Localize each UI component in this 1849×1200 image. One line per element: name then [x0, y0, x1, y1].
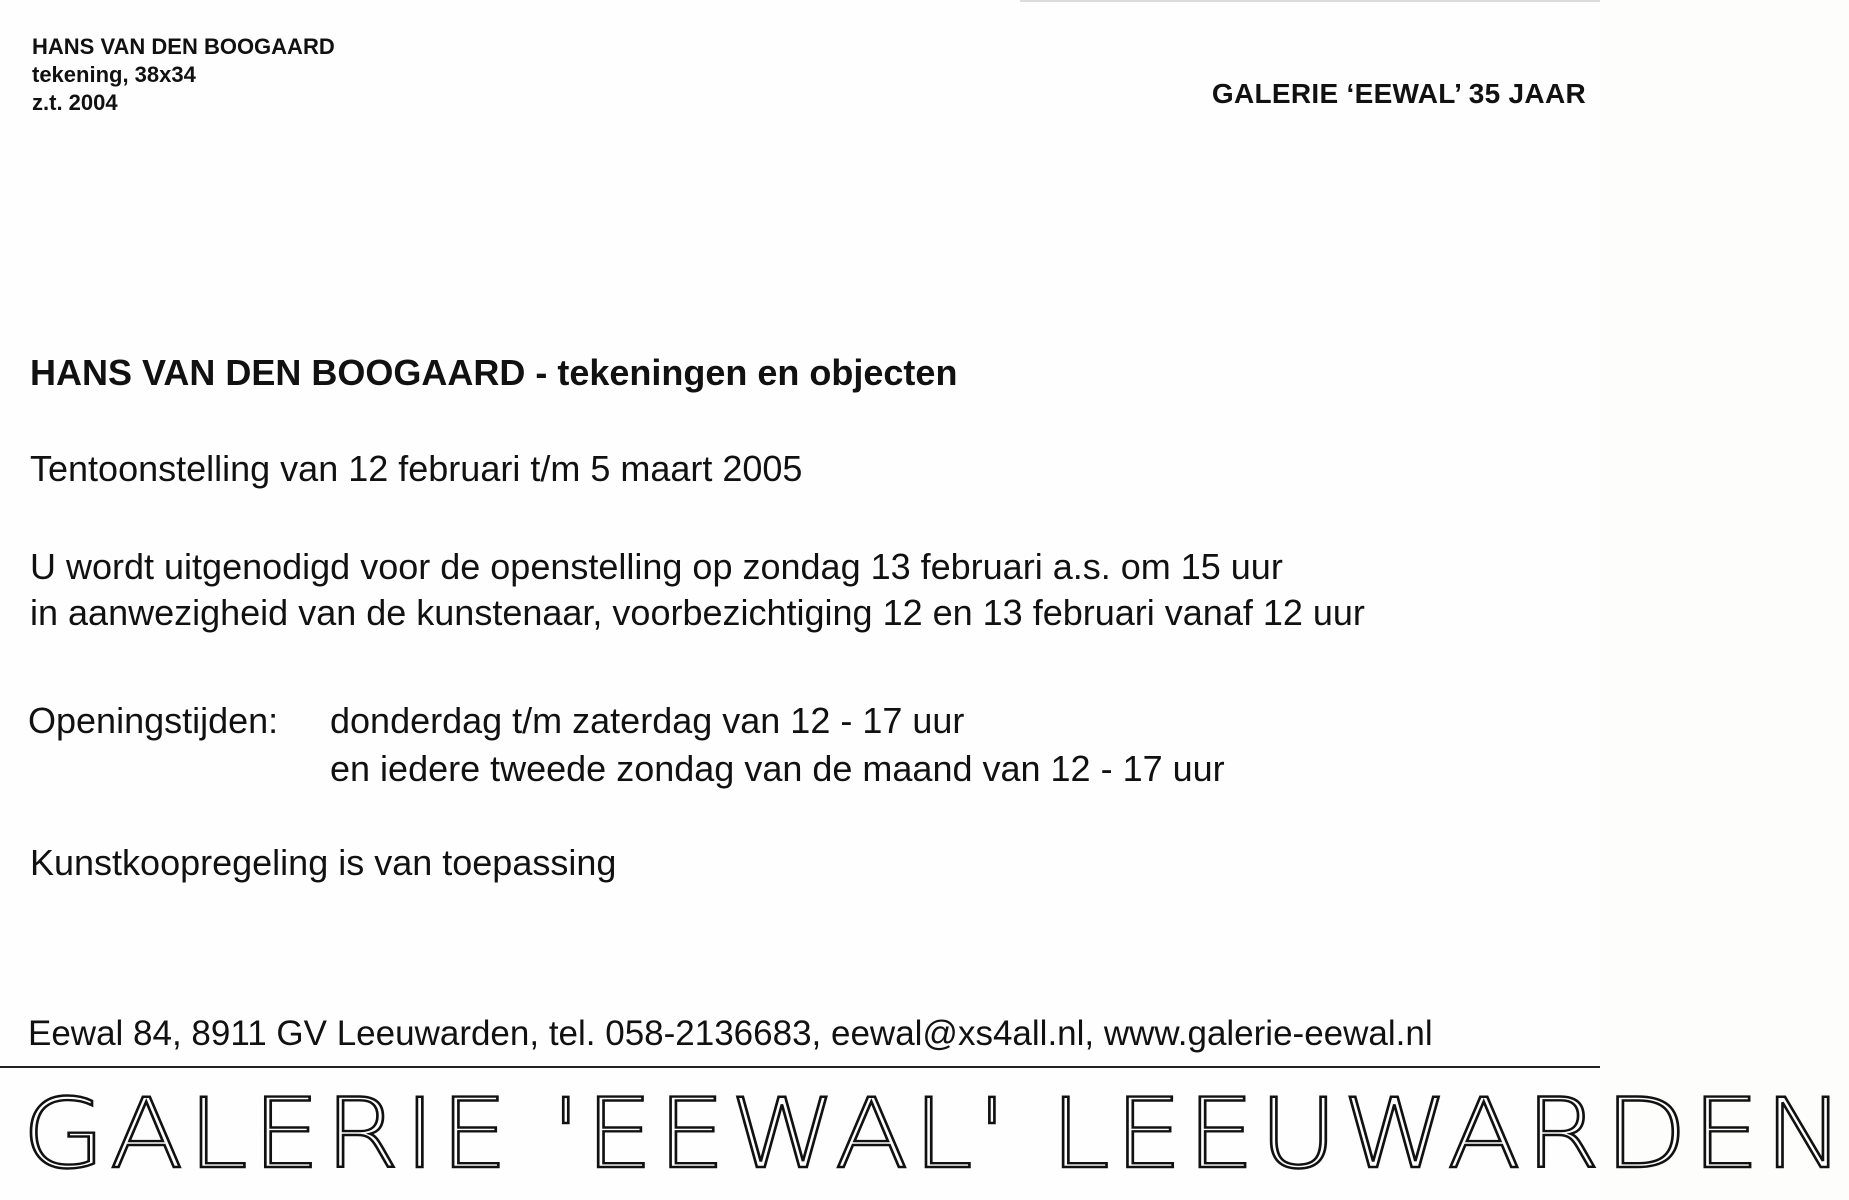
opening-hours-line-1: donderdag t/m zaterdag van 12 - 17 uur — [330, 700, 965, 741]
invitation-line-2: in aanwezigheid van de kunstenaar, voorbezichtiging 12 en 13 februari vanaf 12 uur — [30, 592, 1365, 633]
gallery-address: Eewal 84, 8911 GV Leeuwarden, tel. 058-2136683, eewal@xs4all.nl, www.galerie-eewal.nl — [28, 1014, 1433, 1053]
exhibition-headline — [30, 352, 957, 394]
caption-medium: tekening, 38x34 — [32, 62, 196, 87]
anniversary-heading: GALERIE ‘EEWAL’ 35 JAAR — [1211, 78, 1586, 109]
gallery-logo-text: GALERIE 'EEWAL' LEEUWARDEN — [22, 1078, 1849, 1190]
headline-subtitle: - tekeningen en objecten — [525, 352, 958, 393]
headline-artist: HANS VAN DEN BOOGAARD — [30, 352, 526, 393]
divider — [0, 1066, 1600, 1068]
caption-title-year: z.t. 2004 — [32, 90, 118, 115]
gallery-logo — [22, 1078, 1849, 1190]
opening-hours-label: Openingstijden: — [28, 700, 279, 741]
invitation-line-1: U wordt uitgenodigd voor de openstelling op zondag 13 februari a.s. om 15 uur — [30, 546, 1283, 587]
exhibition-dates: Tentoonstelling van 12 februari t/m 5 maart 2005 — [30, 448, 803, 489]
opening-hours — [28, 700, 964, 742]
opening-hours-line-2: en iedere tweede zondag van de maand van 12 - 17 uur — [330, 748, 1225, 789]
art-purchase-note: Kunstkoopregeling is van toepassing — [30, 842, 617, 883]
caption-artist: HANS VAN DEN BOOGAARD — [32, 34, 335, 59]
artwork-caption — [32, 33, 335, 117]
card-edge — [1020, 0, 1600, 2]
